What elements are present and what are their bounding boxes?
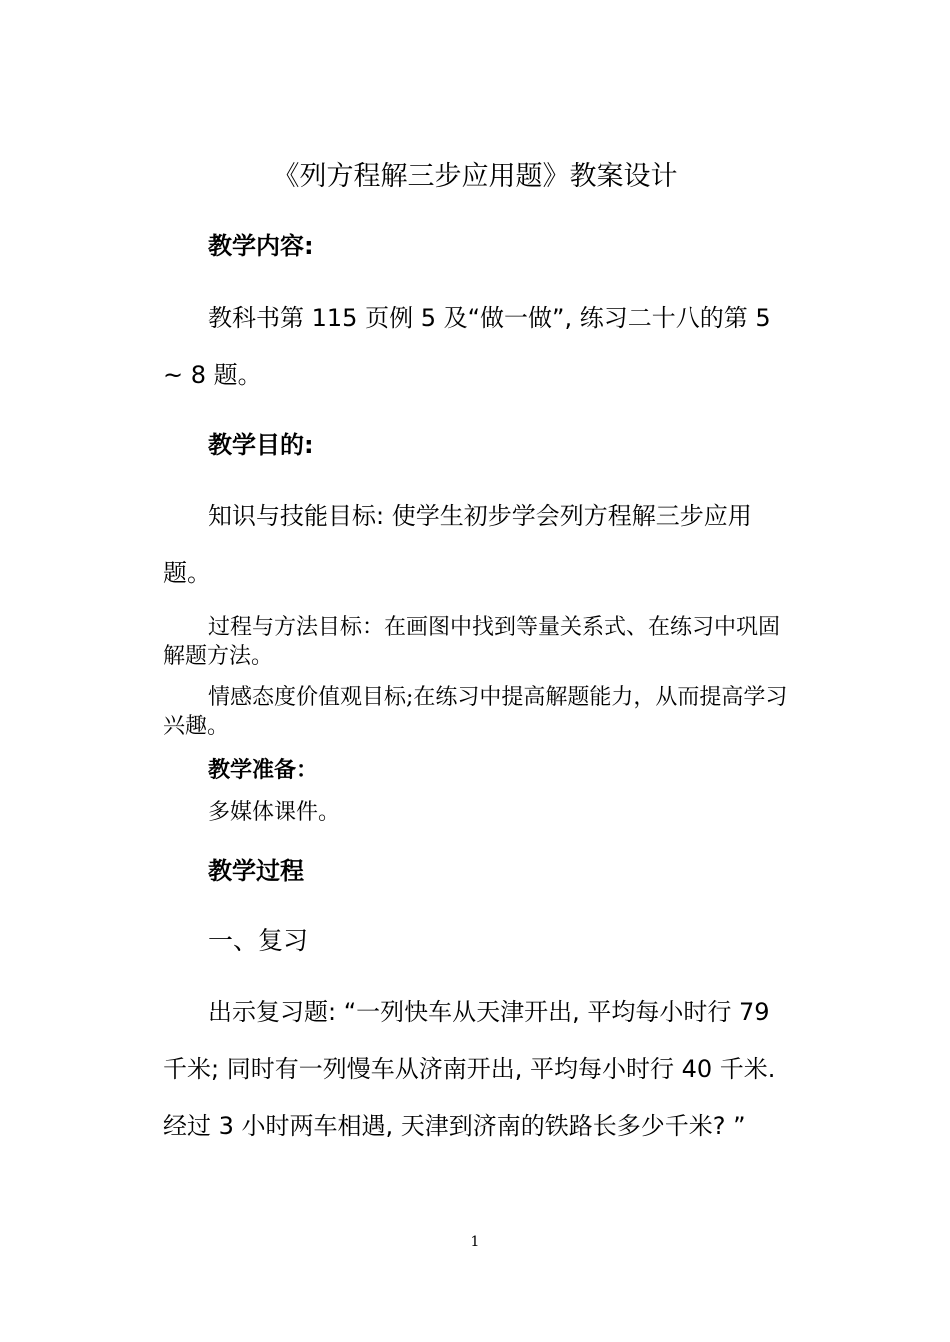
teaching-process-heading: 教学过程 xyxy=(208,857,304,885)
teaching-content-text: 教科书第 115 页例 5 及“做一做”, 练习二十八的第 5 ~ 8 题。 xyxy=(163,304,771,389)
emotion-value-goal: 情感态度价值观目标;在练习中提高解题能力，从而提高学习兴趣。 xyxy=(163,685,788,739)
document-title: 《列方程解三步应用题》教案设计 xyxy=(272,161,678,192)
teaching-prep-text: 多媒体课件。 xyxy=(208,800,341,825)
teaching-goal-heading: 教学目的: xyxy=(208,431,314,459)
teaching-prep-heading: 教学准备： xyxy=(208,758,319,783)
review-problem-text: 出示复习题: “一列快车从天津开出, 平均每小时行 79 千米; 同时有一列慢车从济南开出, 平均每小时行 40 千米. 经过 3 小时两车相遇, 天津到济南的铁路长多少千米? ” xyxy=(163,998,776,1140)
process-method-goal: 过程与方法目标：在画图中找到等量关系式、在练习中巩固解题方法。 xyxy=(163,615,781,669)
review-heading: 一、复习 xyxy=(208,926,309,955)
knowledge-skill-goal: 知识与技能目标: 使学生初步学会列方程解三步应用题。 xyxy=(163,502,752,587)
teaching-content-heading: 教学内容: xyxy=(208,232,314,260)
page-number: 1 xyxy=(470,1234,480,1250)
